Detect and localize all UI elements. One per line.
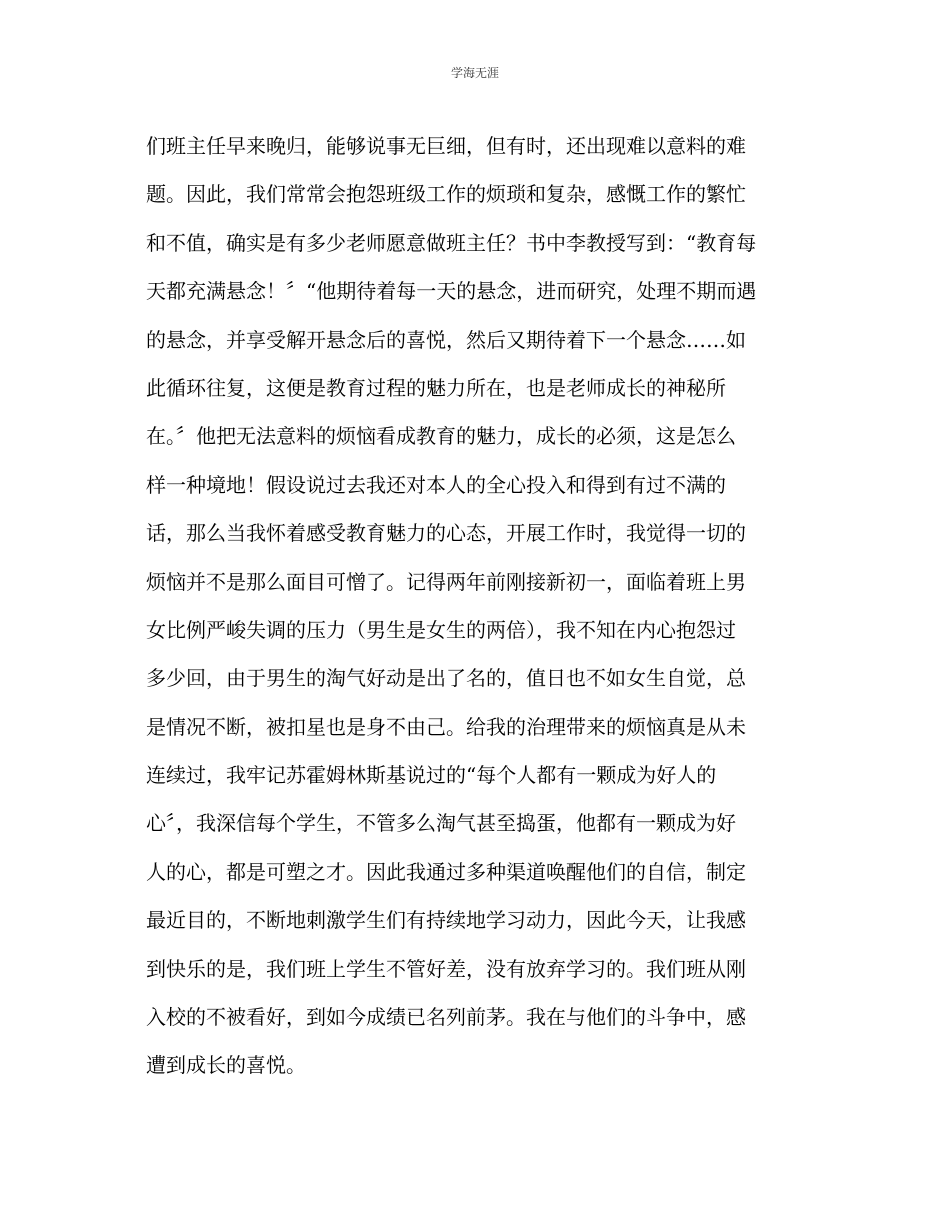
text-line: 心〞，我深信每个学生，不管多么淘气甚至捣蛋，他都有一颗成为好 [146,811,736,836]
text-line: 样一种境地！假设说过去我还对本人的全心投入和得到有过不满的 [146,472,726,497]
text-line: 题。因此，我们常常会抱怨班级工作的烦琐和复杂，感慨工作的繁忙 [146,182,746,207]
text-line: 话，那么当我怀着感受教育魅力的心态，开展工作时，我觉得一切的 [146,521,746,546]
text-line: 多少回，由于男生的淘气好动是出了名的，值日也不如女生自觉，总 [146,666,746,691]
text-line: 人的心，都是可塑之才。因此我通过多种渠道唤醒他们的自信，制定 [146,859,746,884]
text-line: 入校的不被看好，到如今成绩已名列前茅。我在与他们的斗争中，感 [146,1005,746,1030]
text-line: 最近目的，不断地刺激学生们有持续地学习动力，因此今天，让我感 [146,908,746,933]
text-line: 此循环往复，这便是教育过程的魅力所在，也是老师成长的神秘所 [146,375,726,400]
text-line: 到快乐的是，我们班上学生不管好差，没有放弃学习的。我们班从刚 [146,956,746,981]
text-line: 们班主任早来晚归，能够说事无巨细，但有时，还出现难以意料的难 [146,134,746,158]
page-header: 学海无涯 [450,66,499,80]
text-line: 烦恼并不是那么面目可憎了。记得两年前刚接新初一，面临着班上男 [146,569,746,594]
body-paragraph [146,122,810,1090]
text-line: 和不值，确实是有多少老师愿意做班主任？书中李教授写到：“教育每 [146,230,757,255]
text-line: 遭到成长的喜悦。 [146,1053,306,1078]
text-line: 连续过，我牢记苏霍姆林斯基说过的“每个人都有一颗成为好人的 [146,763,717,788]
text-line: 是情况不断，被扣星也是身不由己。给我的治理带来的烦恼真是从未 [146,714,746,739]
text-line: 女比例严峻失调的压力（男生是女生的两倍），我不知在内心抱怨过 [146,617,736,642]
text-line: 在。〞他把无法意料的烦恼看成教育的魅力，成长的必须，这是怎么 [146,424,736,449]
text-line: 的悬念，并享受解开悬念后的喜悦，然后又期待着下一个悬念……如 [146,327,746,352]
text-line: 天都充满悬念！〞“他期待着每一天的悬念，进而研究，处理不期而遇 [146,279,757,304]
